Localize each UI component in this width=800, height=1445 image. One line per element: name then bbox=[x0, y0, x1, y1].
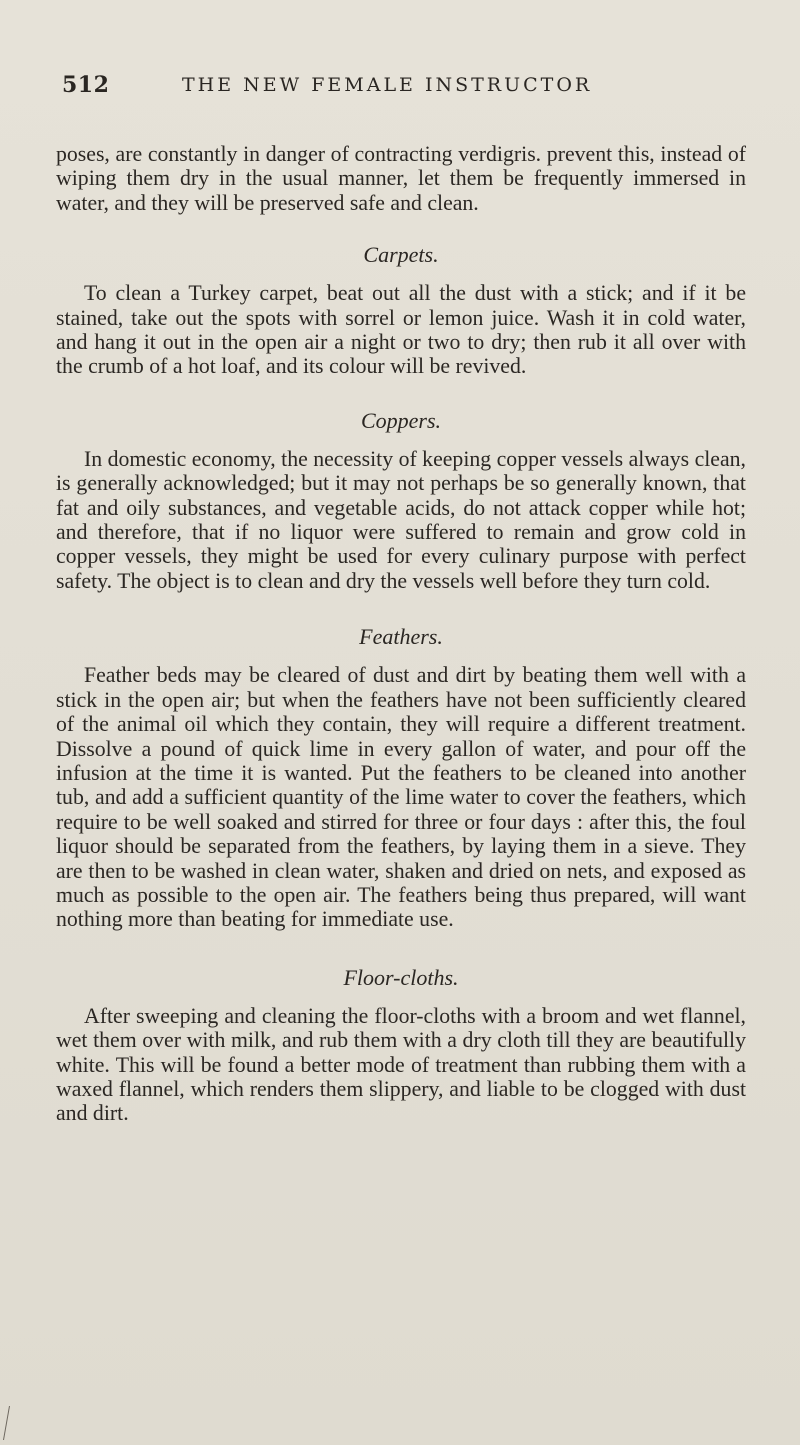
heading-coppers: Coppers. bbox=[360, 407, 442, 433]
heading-carpets: Carpets. bbox=[363, 242, 439, 268]
page-body bbox=[56, 142, 746, 1126]
paragraph-carpets: To clean a Turkey carpet, beat out all the dust with a stick; and if it be stained, take out the spots with sorrel or lemon juice. Wash it in cold water, and hang it out in the open air a night or two to dry; then rub it all over with the crumb of a hot loaf, and its colour will be revived. bbox=[56, 281, 746, 379]
intro-paragraph: poses, are constantly in danger of contracting verdigris. prevent this, instead of wiping them dry in the usual manner, let them be frequently immersed in water, and they will be preserved safe and clean. bbox=[56, 142, 746, 215]
heading-feathers: Feathers. bbox=[359, 624, 443, 650]
page-number: 512 bbox=[62, 72, 110, 98]
paragraph-coppers: In domestic economy, the necessity of keeping copper vessels always clean, is generally acknowledged; but it may not perhaps be so generally known, that fat and oily substances, and vegetable acids, do not attack copper while hot; and therefore, that if no liquor were suffered to remain and grow cold in copper vessels, they might be used for every culinary purpose with perfect safety. The object is to clean and dry the vessels well before they turn cold. bbox=[56, 446, 746, 593]
running-head: THE NEW FEMALE INSTRUCTOR bbox=[182, 74, 593, 96]
paragraph-floor-cloths: After sweeping and cleaning the floor-cloths with a broom and wet flannel, wet them over with milk, and rub them with a dry cloth till they are beautifully white. This will be found a better mode of treatment than rubbing them with a waxed flannel, which renders them slippery, and liable to be clogged with dust and dirt. bbox=[56, 1003, 746, 1126]
heading-floor-cloths: Floor-cloths. bbox=[343, 964, 459, 990]
page-edge-mark bbox=[3, 1406, 18, 1440]
page-header bbox=[62, 72, 740, 102]
paragraph-feathers: Feather beds may be cleared of dust and dirt by beating them well with a stick in the open air; but when the feathers have not been sufficiently cleared of the animal oil which they contain, they will require a different treatment. Dissolve a pound of quick lime in every gallon of water, and pour off the infusion at the time it is wanted. Put the feathers to be cleaned into another tub, and add a sufficient quantity of the lime water to cover the feathers, which require to be well soaked and stirred for three or four days : after this, the foul liquor should be separated from the feathers, by laying them in a sieve. They are then to be washed in clean water, shaken and dried on nets, and exposed as much as possible to the open air. The feathers being thus prepared, will want nothing more than beating for immediate use. bbox=[56, 663, 746, 932]
